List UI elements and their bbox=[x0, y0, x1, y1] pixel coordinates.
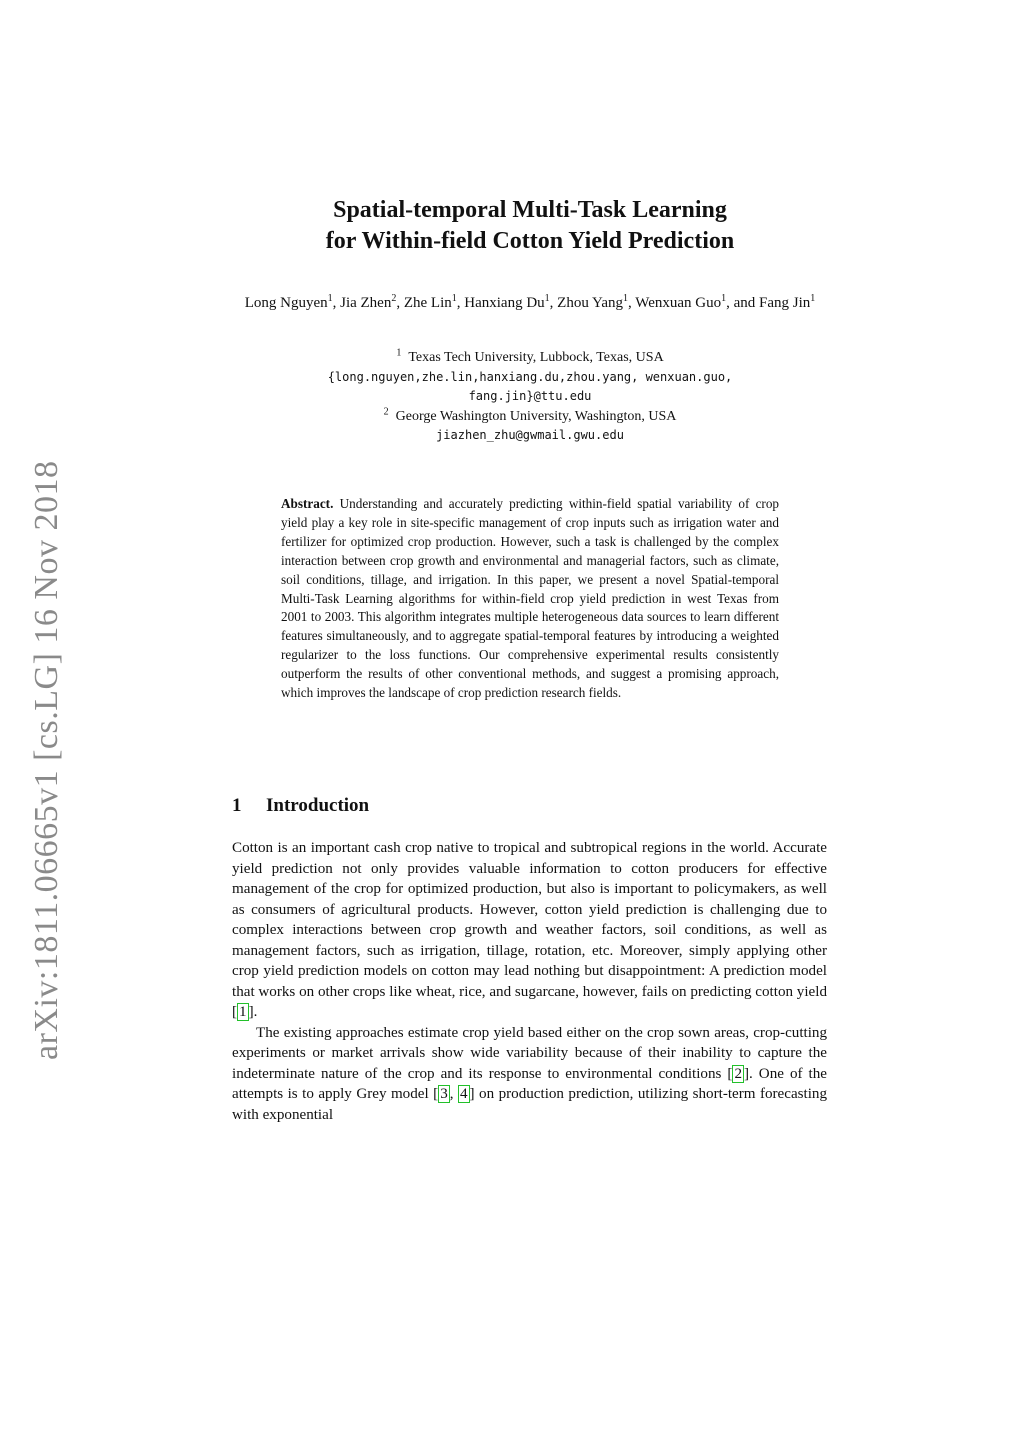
affiliation-number: 2 bbox=[383, 405, 389, 417]
email-ttu-line-1: {long.nguyen,zhe.lin,hanxiang.du,zhou.yang, wenxuan.guo, bbox=[327, 369, 733, 384]
affiliation-2 bbox=[260, 407, 800, 427]
title-line-2: for Within-field Cotton Yield Prediction bbox=[325, 228, 735, 254]
affiliation-1 bbox=[260, 348, 800, 368]
citation-number[interactable]: 3 bbox=[440, 1086, 448, 1102]
author-affiliation-mark: 1 bbox=[451, 293, 457, 304]
citation-number[interactable]: 1 bbox=[239, 1004, 247, 1020]
citation-link[interactable]: [ 2 ] bbox=[727, 1065, 750, 1082]
author-separator: , bbox=[396, 295, 404, 311]
paragraph bbox=[232, 1023, 827, 1126]
affiliations bbox=[260, 348, 800, 446]
author-affiliation-mark: 1 bbox=[544, 293, 550, 304]
author-name: Fang Jin bbox=[759, 295, 811, 311]
citation-separator: , bbox=[449, 1086, 454, 1102]
citation-number[interactable]: 4 bbox=[459, 1086, 468, 1102]
citation-link[interactable]: [ 1 ] bbox=[232, 1004, 254, 1020]
paragraph-text: Cotton is an important cash crop native to tropical and subtropical regions in the world. Accurate yield prediction not only provides valuable information to cotton producers for effective management of the crop for optimized production, but also is important to policymakers, as well as consumers of agricultural products. However, cotton yield prediction is challenging due to complex interactions between crop growth and weather factors, soil conditions, as well as management factors, such as irrigation, tillage, rotation, etc. Moreover, simply applying other crop yield prediction models on cotton may lead nothing but disappointment: A prediction model that works on other crops like wheat, rice, and sugarcane, however, fails on predicting cotton yield bbox=[232, 840, 827, 1000]
author-name: Jia Zhen bbox=[340, 295, 392, 311]
affiliation-number: 1 bbox=[396, 347, 402, 359]
paragraph-text: . One of the attempts is to apply Grey model bbox=[232, 1065, 827, 1102]
author-name: Wenxuan Guo bbox=[635, 295, 722, 311]
author-affiliation-mark: 1 bbox=[810, 293, 816, 304]
section-title: Introduction bbox=[266, 795, 370, 816]
author-affiliation-mark: 1 bbox=[623, 293, 629, 304]
paragraph-text: The existing approaches estimate crop yield based either on the crop sown areas, crop-cutting experiments or market arrivals show wide variability because of their inability to capture the indeterminate nature of the crop and its response to environmental conditions bbox=[232, 1024, 827, 1082]
paper-title bbox=[230, 195, 830, 257]
affiliation-name: Texas Tech University, Lubbock, Texas, USA bbox=[408, 350, 664, 365]
abstract-text: Understanding and accurately predicting within-field spatial variability of crop yield play a key role in site-specific management of crop inputs such as irrigation water and fertilizer for optimized crop production. However, such a task is challenged by the complex interaction between crop growth and environmental and managerial factors, such as climate, soil conditions, tillage, and irrigation. In this paper, we present a novel Spatial-temporal Multi-Task Learning algorithms for within-field crop yield prediction in west Texas from 2001 to 2003. This algorithm integrates multiple heterogeneous data sources to learn different features simultaneously, and to aggregate spatial-temporal features by introducing a weighted regularizer to the loss functions. Our comprehensive experimental results consistently outperform the results of other conventional methods, and suggest a promising approach, which improves the landscape of crop prediction research fields. bbox=[281, 496, 780, 701]
author-separator: , bbox=[549, 295, 558, 311]
author-list bbox=[236, 292, 824, 314]
author-separator: , and bbox=[726, 295, 760, 311]
arxiv-identifier: arXiv:1811.06665v1 [cs.LG] 16 Nov 2018 bbox=[28, 460, 65, 1060]
author-separator: , bbox=[456, 295, 465, 311]
author-name: Long Nguyen bbox=[244, 295, 328, 311]
affiliation-name: George Washington University, Washington, USA bbox=[395, 408, 677, 424]
author-name: Zhou Yang bbox=[557, 295, 624, 311]
introduction-body bbox=[232, 838, 827, 1125]
author-separator: , bbox=[628, 295, 636, 311]
paragraph-punct: . bbox=[253, 1004, 258, 1020]
section-number: 1 bbox=[232, 795, 242, 816]
author-name: Zhe Lin bbox=[403, 295, 452, 311]
paragraph-text: on production prediction, utilizing short-term forecasting with exponential bbox=[232, 1086, 828, 1123]
email-gwu: jiazhen_zhu@gwmail.gwu.edu bbox=[436, 428, 624, 442]
author-separator: , bbox=[332, 295, 341, 311]
author-affiliation-mark: 1 bbox=[721, 293, 727, 304]
citation-number[interactable]: 2 bbox=[734, 1065, 742, 1082]
author-affiliation-mark: 2 bbox=[391, 293, 397, 304]
section-heading bbox=[232, 795, 369, 817]
title-line-1: Spatial-temporal Multi-Task Learning bbox=[333, 197, 727, 223]
citation-link[interactable]: [ 3 , 4 ] bbox=[433, 1086, 475, 1102]
email-ttu-line-2: fang.jin}@ttu.edu bbox=[468, 389, 592, 403]
author-affiliation-mark: 1 bbox=[327, 293, 333, 304]
abstract-label: Abstract. bbox=[281, 496, 334, 511]
author-name: Hanxiang Du bbox=[464, 295, 545, 311]
abstract bbox=[281, 495, 779, 703]
paragraph bbox=[232, 838, 827, 1023]
